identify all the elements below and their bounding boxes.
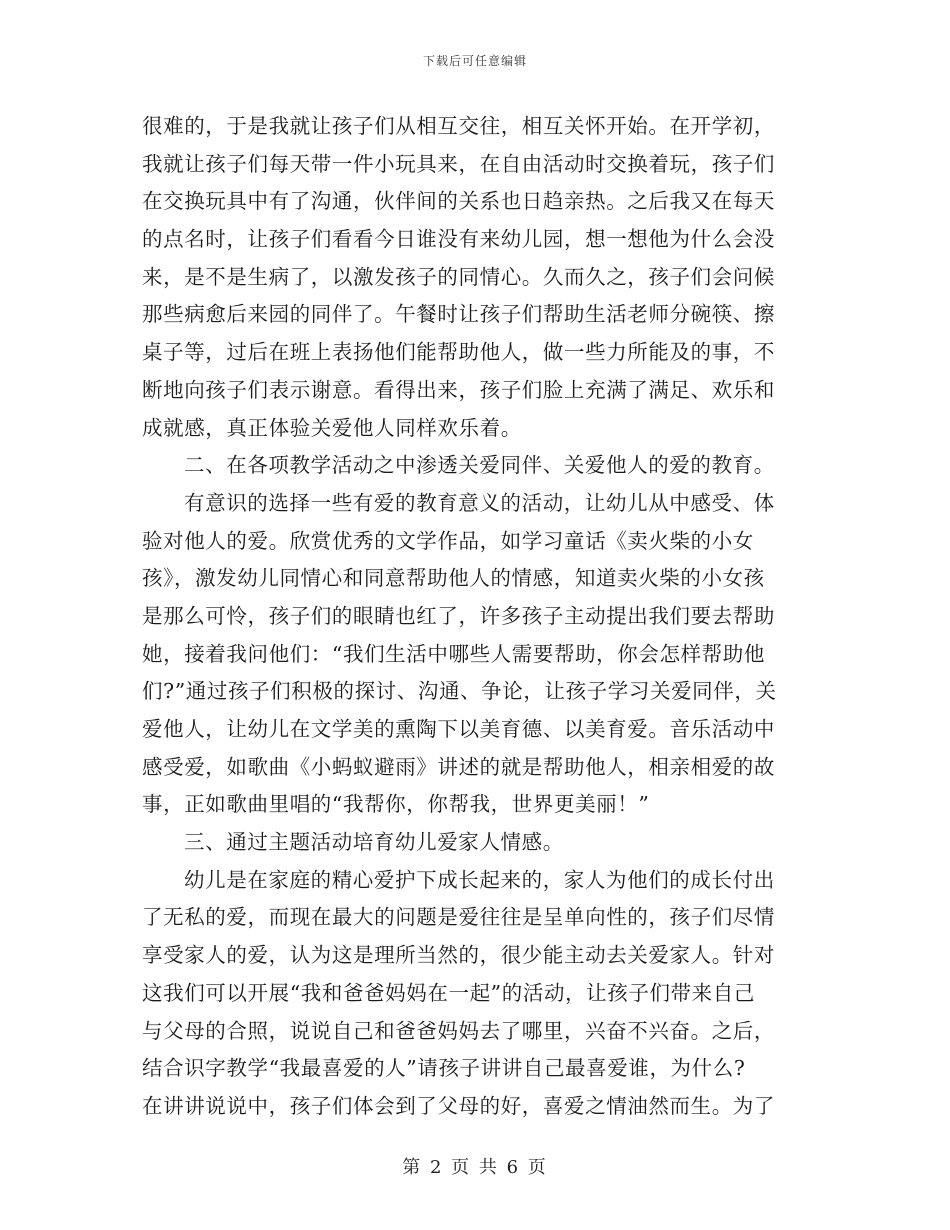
section-heading-2: 二、在各项教学活动之中渗透关爱同伴、关爱他人的爱的教育。 <box>184 453 775 478</box>
text-line: 在交换玩具中有了沟通，伙伴间的关系也日趋亲热。之后我又在每天 <box>142 189 775 214</box>
text-line: 孩》，激发幼儿同情心和同意帮助他人的情感，知道卖火柴的小女孩 <box>142 566 765 591</box>
text-line: 的点名时，让孩子们看看今日谁没有来幼儿园，想一想他为什么会没 <box>142 227 775 252</box>
page-number-footer: 第 2 页 共 6 页 <box>402 1157 548 1178</box>
text-line: 来，是不是生病了，以激发孩子的同情心。久而久之，孩子们会问候 <box>142 264 775 289</box>
text-line: 与父母的合照，说说自己和爸爸妈妈去了哪里，兴奋不兴奋。之后， <box>142 1018 775 1043</box>
text-line: 了无私的爱，而现在最大的问题是爱往往是呈单向性的，孩子们尽情 <box>142 905 775 930</box>
text-line: 是那么可怜，孩子们的眼睛也红了，许多孩子主动提出我们要去帮助 <box>142 603 775 628</box>
section-heading-3: 三、通过主题活动培育幼儿爱家人情感。 <box>184 830 564 855</box>
text-line: 幼儿是在家庭的精心爱护下成长起来的，家人为他们的成长付出 <box>184 867 775 892</box>
text-line: 她，接着我问他们：“我们生活中哪些人需要帮助，你会怎样帮助他 <box>142 641 765 666</box>
text-line: 很难的，于是我就让孩子们从相互交往，相互关怀开始。在开学初， <box>142 114 775 138</box>
page-header: 下载后可任意编辑 <box>422 54 527 68</box>
text-line: 那些病愈后来园的同伴了。午餐时让孩子们帮助生活老师分碗筷、擦 <box>142 302 775 327</box>
document-body <box>142 108 808 1126</box>
text-line: 桌子等，过后在班上表扬他们能帮助他人，做一些力所能及的事，不 <box>142 340 775 365</box>
text-line: 享受家人的爱，认为这是理所当然的，很少能主动去关爱家人。针对 <box>142 943 775 968</box>
text-line: 在讲讲说说中，孩子们体会到了父母的好，喜爱之情油然而生。为了 <box>142 1093 775 1118</box>
text-line: 爱他人，让幼儿在文学美的熏陶下以美育德、以美育爱。音乐活动中 <box>142 717 775 741</box>
text-line: 有意识的选择一些有爱的教育意义的活动，让幼儿从中感受、体 <box>184 490 775 515</box>
text-line: 断地向孩子们表示谢意。看得出来，孩子们脸上充满了满足、欢乐和 <box>142 377 775 402</box>
text-line: 成就感，真正体验关爱他人同样欢乐着。 <box>142 415 522 440</box>
text-line: 们?”通过孩子们积极的探讨、沟通、争论，让孩子学习关爱同伴，关 <box>142 679 777 704</box>
text-line: 感受爱，如歌曲《小蚂蚁避雨》讲述的就是帮助他人，相亲相爱的故 <box>142 754 775 779</box>
text-line: 事，正如歌曲里唱的“我帮你，你帮我，世界更美丽！” <box>142 792 650 817</box>
text-line: 验对他人的爱。欣赏优秀的文学作品，如学习童话《卖火柴的小女 <box>142 528 754 553</box>
text-line: 这我们可以开展“我和爸爸妈妈在一起”的活动，让孩子们带来自己 <box>142 980 755 1005</box>
text-line: 结合识字教学“我最喜爱的人”请孩子讲讲自己最喜爱谁，为什么? <box>142 1056 746 1081</box>
text-line: 我就让孩子们每天带一件小玩具来，在自由活动时交换着玩，孩子们 <box>142 151 775 176</box>
